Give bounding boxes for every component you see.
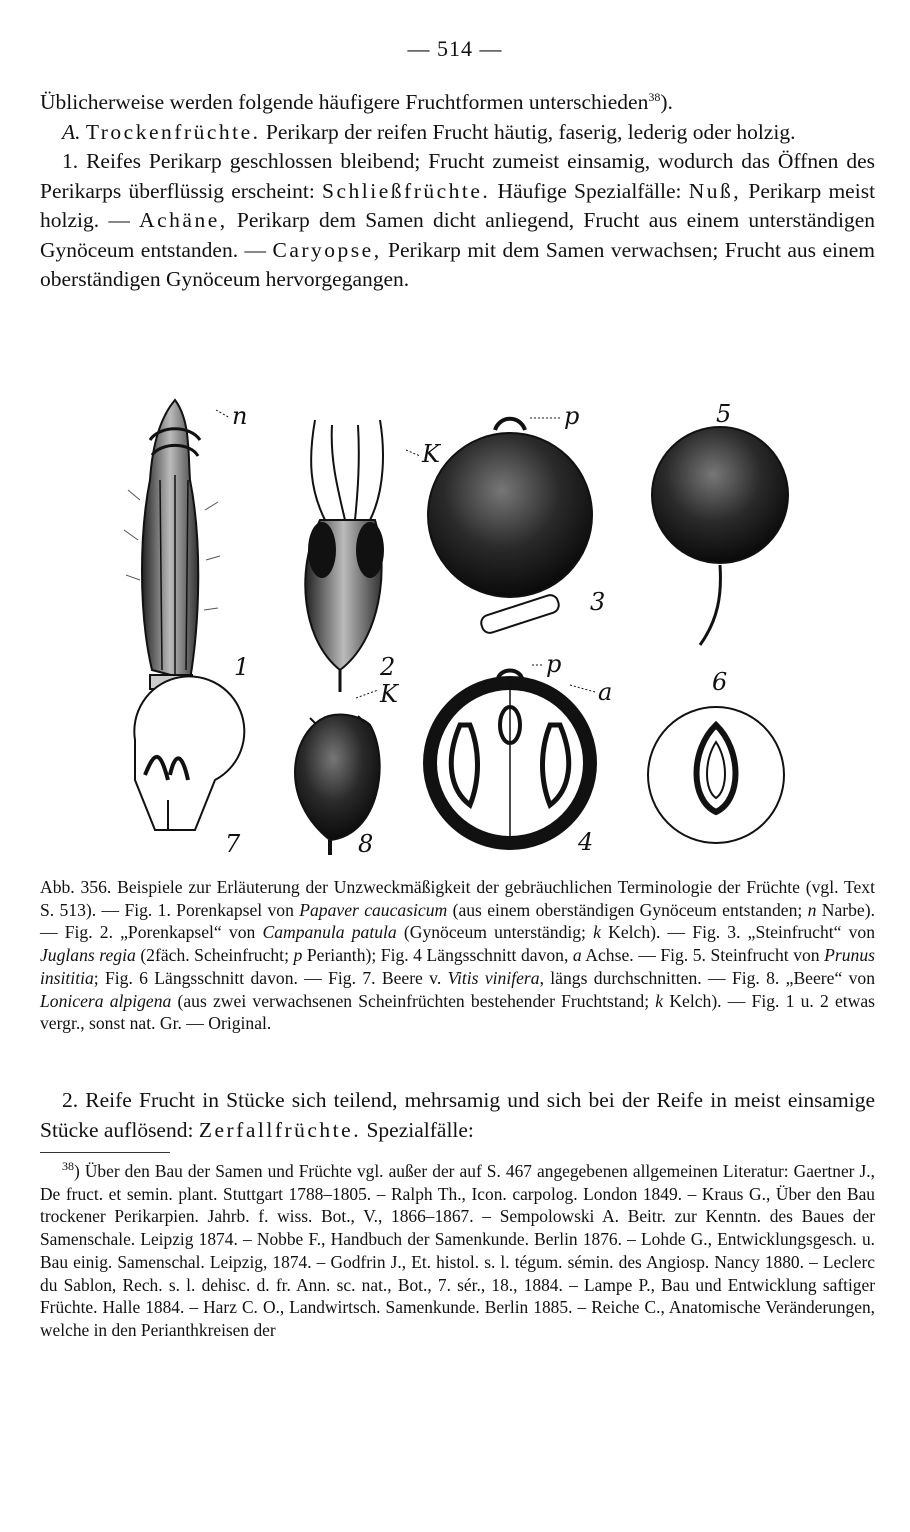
label-n: n	[232, 402, 248, 430]
label-fig-5: 5	[716, 400, 732, 428]
caption-text: , längs durchschnitten. — Fig. 8. „Beere“ von	[539, 967, 875, 988]
label-fig-4: 4	[578, 828, 594, 856]
intro-text: Üblicherweise werden folgende häufigere Fruchtformen unterschieden	[40, 90, 649, 114]
footnote-divider	[40, 1152, 170, 1153]
footnote-ref: 38	[648, 89, 661, 104]
caption-text: Achse. — Fig. 5. Steinfrucht von	[585, 945, 820, 966]
caption-text: (Gynöceum unterständig;	[403, 922, 586, 943]
caption-paragraph	[40, 876, 875, 1035]
item-1-text: Perikarp mit dem Samen verwachsen; Frucht aus einem oberständigen Gynöceum hervorgegangen.	[40, 237, 876, 291]
caption-species: Lonicera alpigena	[40, 990, 172, 1011]
caption-text: ; Fig. 6 Längsschnitt davon. — Fig. 7. Beere v.	[93, 967, 442, 988]
term-zerfallfruechte: Zerfallfrüchte.	[198, 1117, 362, 1142]
label-fig-1: 1	[234, 653, 250, 681]
term-achaene: Achäne,	[139, 208, 228, 232]
figure-2-campanula-capsule	[305, 420, 384, 692]
caption-symbol: k	[655, 990, 664, 1011]
intro-end: ).	[660, 90, 673, 114]
item-1-text: 1. Reifes Perikarp geschlossen bleibend; Frucht zumeist einsamig, wodurch das Öffnen des Perikarps überflüssig erscheint:	[40, 149, 875, 203]
term-caryopse: Caryopse,	[272, 237, 382, 262]
item-2-paragraph	[40, 1086, 875, 1145]
caption-species: Vitis vinifera	[447, 967, 540, 988]
footnote	[40, 1160, 875, 1342]
item-2-text: Spezialfälle:	[366, 1117, 474, 1142]
figure-1-papaver-capsule	[124, 400, 220, 689]
caption-text: Narbe). — Fig. 2. „Porenkapsel“ von	[40, 899, 875, 943]
item-1-text: Perikarp dem Samen dicht anliegend, Frucht aus einem unterständigen Gynöceum entstanden. —	[40, 208, 876, 262]
figure-caption	[40, 876, 875, 1035]
label-fig-8: 8	[358, 830, 374, 858]
caption-text: Kelch). — Fig. 3. „Steinfrucht“ von	[608, 922, 876, 943]
section-a-term: Trockenfrüchte.	[85, 119, 261, 144]
figure-4-juglans-longitudinal-section	[424, 671, 596, 850]
label-a-axis: a	[598, 678, 613, 706]
label-p-perianth-fig3: p	[564, 402, 580, 430]
caption-symbol: n	[807, 899, 817, 920]
item-2-text: 2. Reife Frucht in Stücke sich teilend, mehrsamig und sich bei der Reife in meist einsamige Stücke auflösend:	[40, 1088, 875, 1142]
item-1-paragraph	[40, 147, 875, 295]
caption-text: Abb. 356. Beispiele zur Erläuterung der Unzweckmäßigkeit der gebräuchlichen Terminologie der Früchte (vgl. Text S. 513). — Fig. 1. Porenkapsel von	[40, 877, 875, 920]
footnote-paragraph	[40, 1160, 875, 1342]
label-fig-2: 2	[380, 653, 396, 681]
caption-species: Papaver caucasicum	[299, 899, 448, 920]
label-k-calyx-fig8: K	[380, 680, 398, 708]
page-number: — 514 —	[407, 36, 503, 61]
fruit-illustration	[40, 380, 875, 870]
caption-text: Kelch). — Fig. 1 u. 2 etwas vergr., sonst nat. Gr. — Original.	[40, 990, 876, 1034]
caption-symbol: k	[593, 922, 601, 943]
section-a-label: A.	[62, 119, 81, 144]
item-2-section	[40, 1086, 875, 1145]
caption-symbol: a	[572, 945, 582, 966]
figure-6-prunus-longitudinal-section	[648, 707, 784, 843]
intro-paragraph	[40, 88, 875, 118]
label-fig-3: 3	[590, 588, 606, 616]
footnote-text: ) Über den Bau der Samen und Früchte vgl. außer der auf S. 467 angegebenen allgemeinen Literatur: Gaertner J., De fruct. et semin. plant. Stuttgart 1788–1805. – Ralph Th., Icon. carpolog. London 1849. – Kraus G., Über den Bau trockener Perikarpien. Jahrb. f. wiss. Bot., V., 1866–1867. – Sempolowski A. Beitr. zur Kenntn. des Baues der Samenschale. Leipzig 1874. – Nobbe F., Handbuch der Samenkunde. Berlin 1876. – Lohde G., Entwicklungsgesch. u. Bau einig. Samenschal. Leipzig, 1874. – Godfrin J., Et. histol. s. l. tégum. sémin. des Angiosp. Nancy 1880. – Leclerc du Sablon, Rech. s. l. dehisc. d. fr. Ann. sc. nat., Bot., 7. sér., 18., 1884. – Lampe P., Bau und Entwicklung saftiger Früchte. Halle 1884. – Harz C. O., Landwirtsch. Samenkunde. Berlin 1885. – Reiche C., Anatomische Veränderungen, welche in den Perianthkreisen der	[40, 1161, 875, 1340]
section-a-text: Perikarp der reifen Frucht häutig, faserig, lederig oder holzig.	[265, 119, 796, 144]
caption-text: (aus zwei verwachsenen Scheinfrüchten bestehender Fruchtstand;	[177, 990, 650, 1011]
term-nuss: Nuß,	[688, 178, 742, 203]
label-k-calyx-fig2: K	[422, 440, 440, 468]
caption-text: (aus einem oberständigen Gynöceum entstanden;	[452, 899, 803, 920]
figure-7-vitis-berry-section	[134, 676, 244, 830]
main-text	[40, 88, 875, 295]
caption-symbol: p	[293, 945, 303, 966]
caption-species: Campanula patula	[262, 922, 397, 943]
figure-5-prunus-drupe	[652, 427, 788, 645]
item-1-text: Häufige Spezialfälle:	[497, 178, 682, 203]
footnote-mark: 38	[62, 1159, 74, 1174]
label-fig-6: 6	[712, 668, 728, 696]
caption-species: Juglans regia	[40, 945, 136, 966]
item-1-text: Perikarp meist holzig. —	[40, 178, 876, 232]
caption-text: Perianth); Fig. 4 Längsschnitt davon,	[306, 945, 569, 966]
caption-text: (2fäch. Scheinfrucht;	[140, 945, 289, 966]
section-a-paragraph	[40, 118, 875, 148]
label-fig-7: 7	[225, 830, 241, 858]
caption-species: Prunus insititia	[40, 945, 875, 988]
label-p-perianth-fig4: p	[546, 650, 562, 678]
term-schliessfruechte: Schließfrüchte.	[322, 178, 491, 203]
figure-3-juglans-fruit	[428, 419, 592, 635]
